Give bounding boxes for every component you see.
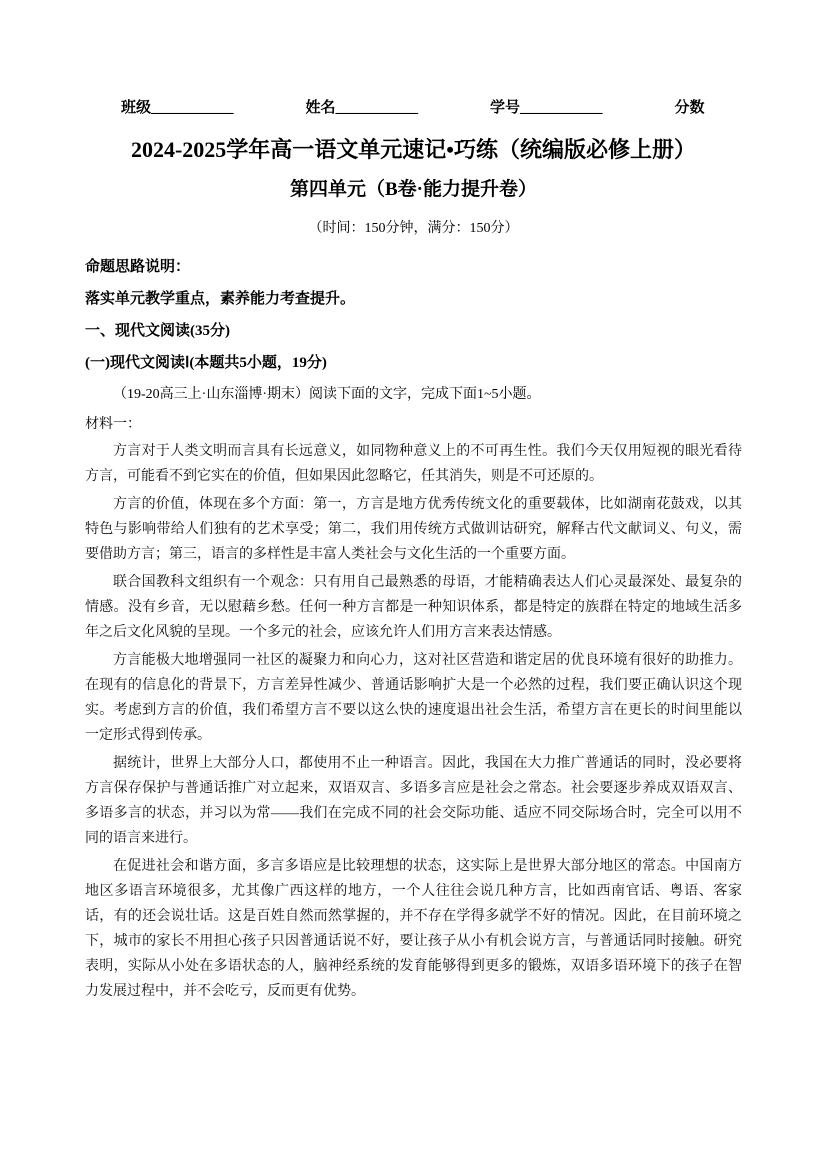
unit-subtitle: 第四单元（B卷·能力提升卷）	[289, 179, 537, 200]
section-heading: 一、现代文阅读(35分)	[85, 323, 230, 339]
score-label: 分数	[674, 100, 705, 116]
note-heading: 命题思路说明：	[85, 259, 191, 275]
student-id-blank: ___________	[520, 100, 603, 116]
passage-paragraph: 方言对于人类文明而言具有长远意义，如同物种意义上的不可再生性。我们今天仅用短视的眼光看待方言，可能看不到它实在的价值，但如果因此忽略它，任其消失，则是不可还原的。	[85, 444, 742, 484]
passage-paragraph: 据统计，世界上大部分人口，都使用不止一种语言。因此，我国在大力推广普通话的同时，没必要将方言保存保护与普通话推广对立起来，双语双言、多语多言应是社会之常态。社会要逐步养成双语双言、多语多言的状态，并习以为常——我们在完成不同的社会交际功能、适应不同交际场合时，完全可以用不同的语言来进行。	[85, 756, 742, 846]
note-body: 落实单元教学重点，素养能力考查提升。	[85, 291, 356, 307]
exam-meta: （时间：150分钟，满分：150分）	[308, 221, 519, 236]
page-title: 2024-2025学年高一语文单元速记•巧练（统编版必修上册）	[130, 137, 697, 162]
passage-paragraph: 方言能极大地增强同一社区的凝聚力和向心力，这对社区营造和谐定居的优良环境有很好的助推力。在现有的信息化的背景下，方言差异性减少、普通话影响扩大是一个必然的过程，我们要正确认识这个现实。考虑到方言的价值，我们希望方言不要以这么快的速度退出社会生活，希望方言在更长的时间里能以一定形式得到传承。	[85, 653, 742, 743]
passage-paragraph: 联合国教科文组织有一个观念：只有用自己最熟悉的母语，才能精确表达人们心灵最深处、最复杂的情感。没有乡音，无以慰藉乡愁。任何一种方言都是一种知识体系，都是特定的族群在特定的地域生活多年之后文化风貌的呈现。一个多元的社会，应该允许人们用方言来表达情感。	[85, 575, 742, 640]
name-blank: ___________	[335, 100, 419, 116]
passage-intro: （19-20高三上·山东淄博·期末）阅读下面的文字，完成下面1~5小题。	[113, 387, 541, 402]
student-id-label: 学号	[490, 100, 521, 116]
name-field	[306, 96, 419, 117]
subsection-heading: (一)现代文阅读Ⅰ(本题共5小题，19分)	[85, 355, 327, 371]
passage-paragraph: 方言的价值，体现在多个方面：第一，方言是地方优秀传统文化的重要载体，比如湖南花鼓戏，以其特色与影响带给人们独有的艺术享受；第二，我们用传统方式做训诂研究，解释古代文献词义、句义，需要借助方言；第三，语言的多样性是丰富人类社会与文化生活的一个重要方面。	[85, 497, 742, 562]
material-label: 材料一：	[85, 417, 141, 432]
name-label: 姓名	[305, 100, 336, 116]
class-blank: ___________	[151, 100, 234, 116]
class-field	[121, 96, 234, 117]
passage-paragraph: 在促进社会和谐方面，多言多语应是比较理想的状态，这实际上是世界大部分地区的常态。中国南方地区多语言环境很多，尤其像广西这样的地方，一个人往往会说几种方言，比如西南官话、粤语、客家话，有的还会说壮话。这是百姓自然而然掌握的，并不存在学得多就学不好的情况。因此，在目前环境之下，城市的家长不用担心孩子只因普通话说不好，要让孩子从小有机会说方言，与普通话同时接触。研究表明，实际从小处在多语状态的人，脑神经系统的发育能够得到更多的锻炼，双语多语环境下的孩子在智力发展过程中，并不会吃亏，反而更有优势。	[85, 859, 742, 999]
score-field	[675, 96, 705, 117]
class-label: 班级	[121, 100, 152, 116]
student-id-field	[490, 96, 603, 117]
student-info-line	[121, 96, 742, 117]
